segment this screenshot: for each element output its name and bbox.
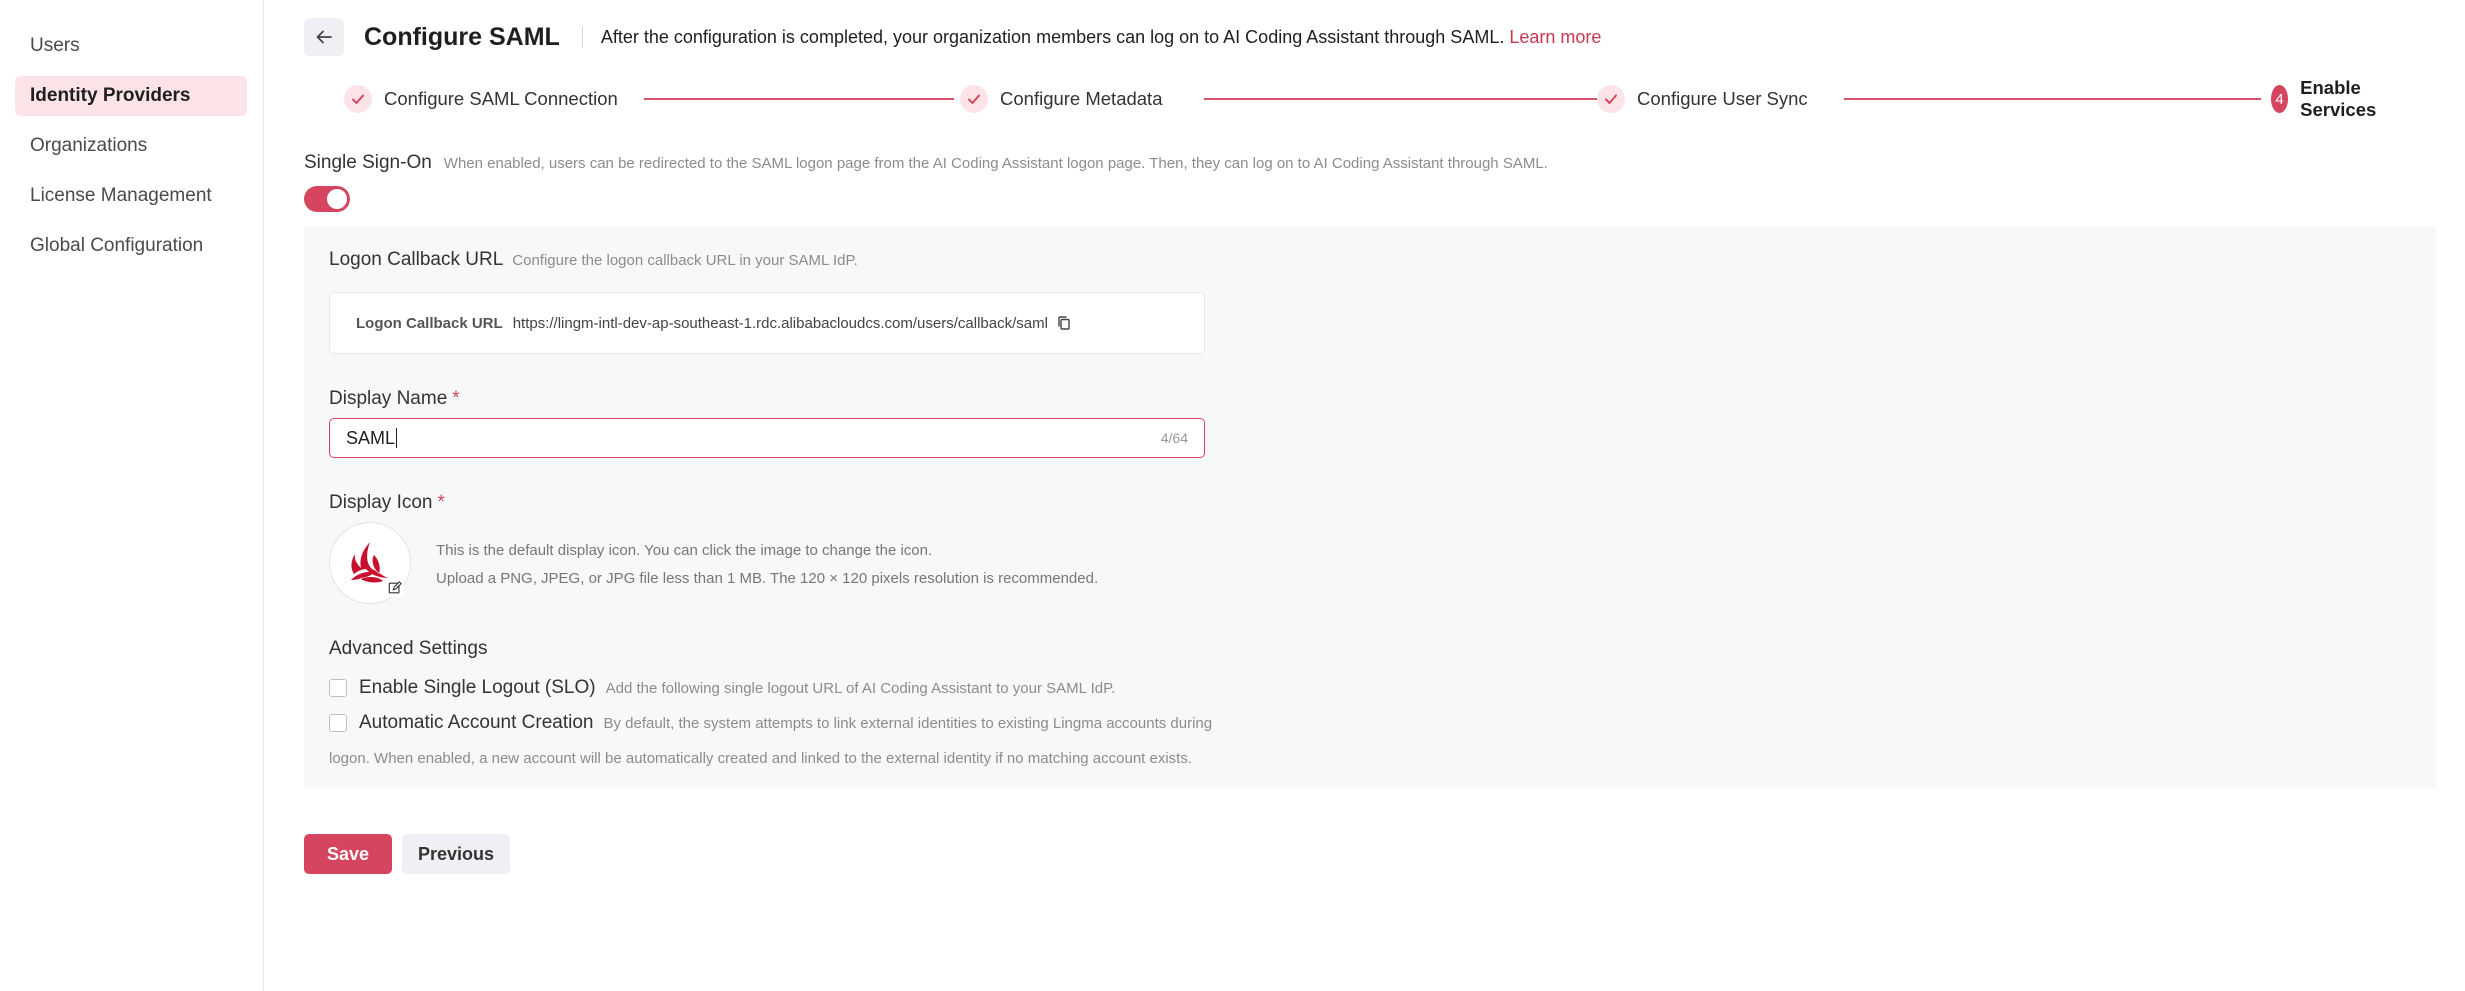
previous-button[interactable]: Previous <box>402 834 510 874</box>
callback-hint: Configure the logon callback URL in your SAML IdP. <box>512 252 858 269</box>
step-label: Enable Services <box>2300 77 2377 120</box>
step-connector <box>1204 98 1618 100</box>
header-description: After the configuration is completed, your organization members can log on to AI Coding Assistant through SAML. <box>600 26 1505 47</box>
learn-more-link[interactable]: Learn more <box>1509 26 1602 47</box>
step-label: Configure Metadata <box>1000 88 1163 109</box>
check-icon <box>344 85 372 113</box>
display-icon-label-text: Display Icon <box>329 492 433 513</box>
callback-section-label <box>329 249 858 271</box>
sidebar <box>0 0 264 991</box>
page-header <box>304 18 1601 56</box>
copy-icon[interactable] <box>1056 315 1072 331</box>
display-icon-label <box>329 492 445 514</box>
auto-account-description: By default, the system attempts to link external identities to existing Lingma accounts during <box>603 714 1213 732</box>
page-title: Configure SAML <box>364 22 560 51</box>
step-connector <box>644 98 954 100</box>
step-label: Configure SAML Connection <box>384 88 618 109</box>
edit-icon[interactable] <box>386 579 404 597</box>
main-content <box>304 0 2465 991</box>
text-caret <box>396 428 397 448</box>
check-icon <box>1597 85 1625 113</box>
callback-url-box <box>329 292 1205 354</box>
display-name-label-text: Display Name <box>329 388 448 409</box>
sidebar-item-license-management[interactable]: License Management <box>30 185 212 206</box>
display-name-input[interactable] <box>329 418 1205 458</box>
sso-toggle[interactable] <box>304 186 350 212</box>
settings-panel <box>304 226 2436 788</box>
save-button[interactable]: Save <box>304 834 392 874</box>
auto-account-checkbox[interactable] <box>329 714 347 732</box>
callback-box-label: Logon Callback URL <box>356 314 503 332</box>
required-mark: * <box>452 388 460 409</box>
display-name-value: SAML <box>346 427 396 448</box>
auto-account-label[interactable]: Automatic Account Creation <box>359 712 594 733</box>
sidebar-item-global-configuration[interactable]: Global Configuration <box>30 235 204 256</box>
step-connector <box>1844 98 2261 100</box>
display-name-label <box>329 388 460 410</box>
advanced-settings-title: Advanced Settings <box>329 638 488 659</box>
auto-account-row <box>329 712 1212 734</box>
required-mark: * <box>437 492 445 513</box>
icon-help-line-1: This is the default display icon. You can click the image to change the icon. <box>436 542 933 559</box>
display-icon-upload[interactable] <box>329 522 411 604</box>
sidebar-item-organizations[interactable]: Organizations <box>30 135 148 156</box>
character-counter: 4/64 <box>1160 430 1188 446</box>
toggle-knob <box>327 189 347 209</box>
back-button[interactable] <box>304 18 344 56</box>
sidebar-item-users[interactable]: Users <box>30 35 80 56</box>
sso-description: When enabled, users can be redirected to the SAML logon page from the AI Coding Assistant logon page. Then, they can log on to AI Coding Assistant through SAML. <box>443 155 1548 172</box>
step-configure-saml-connection <box>344 84 632 114</box>
step-enable-services <box>2271 77 2401 120</box>
step-configure-user-sync <box>1597 84 1822 114</box>
callback-label-text: Logon Callback URL <box>329 249 504 270</box>
sso-row <box>304 152 1548 174</box>
check-icon <box>960 85 988 113</box>
callback-url: https://lingm-intl-dev-ap-southeast-1.rdc.alibabacloudcs.com/users/callback/saml <box>512 314 1048 332</box>
slo-row <box>329 677 1115 699</box>
stepper <box>344 77 2400 120</box>
sidebar-item-identity-providers[interactable]: Identity Providers <box>15 76 247 116</box>
title-divider <box>582 26 583 48</box>
arrow-left-icon <box>314 27 334 47</box>
slo-checkbox[interactable] <box>329 679 347 697</box>
step-configure-metadata <box>960 84 1177 114</box>
step-number: 4 <box>2271 85 2288 113</box>
slo-description: Add the following single logout URL of AI Coding Assistant to your SAML IdP. <box>605 679 1116 697</box>
sso-label: Single Sign-On <box>304 152 432 173</box>
slo-label[interactable]: Enable Single Logout (SLO) <box>359 677 596 698</box>
step-label: Configure User Sync <box>1637 88 1808 109</box>
auto-account-description-continued: logon. When enabled, a new account will be automatically created and linked to the external identity if no matching account exists. <box>329 750 1193 767</box>
icon-help-line-2: Upload a PNG, JPEG, or JPG file less than 1 MB. The 120 × 120 pixels resolution is recommended. <box>436 570 1099 587</box>
